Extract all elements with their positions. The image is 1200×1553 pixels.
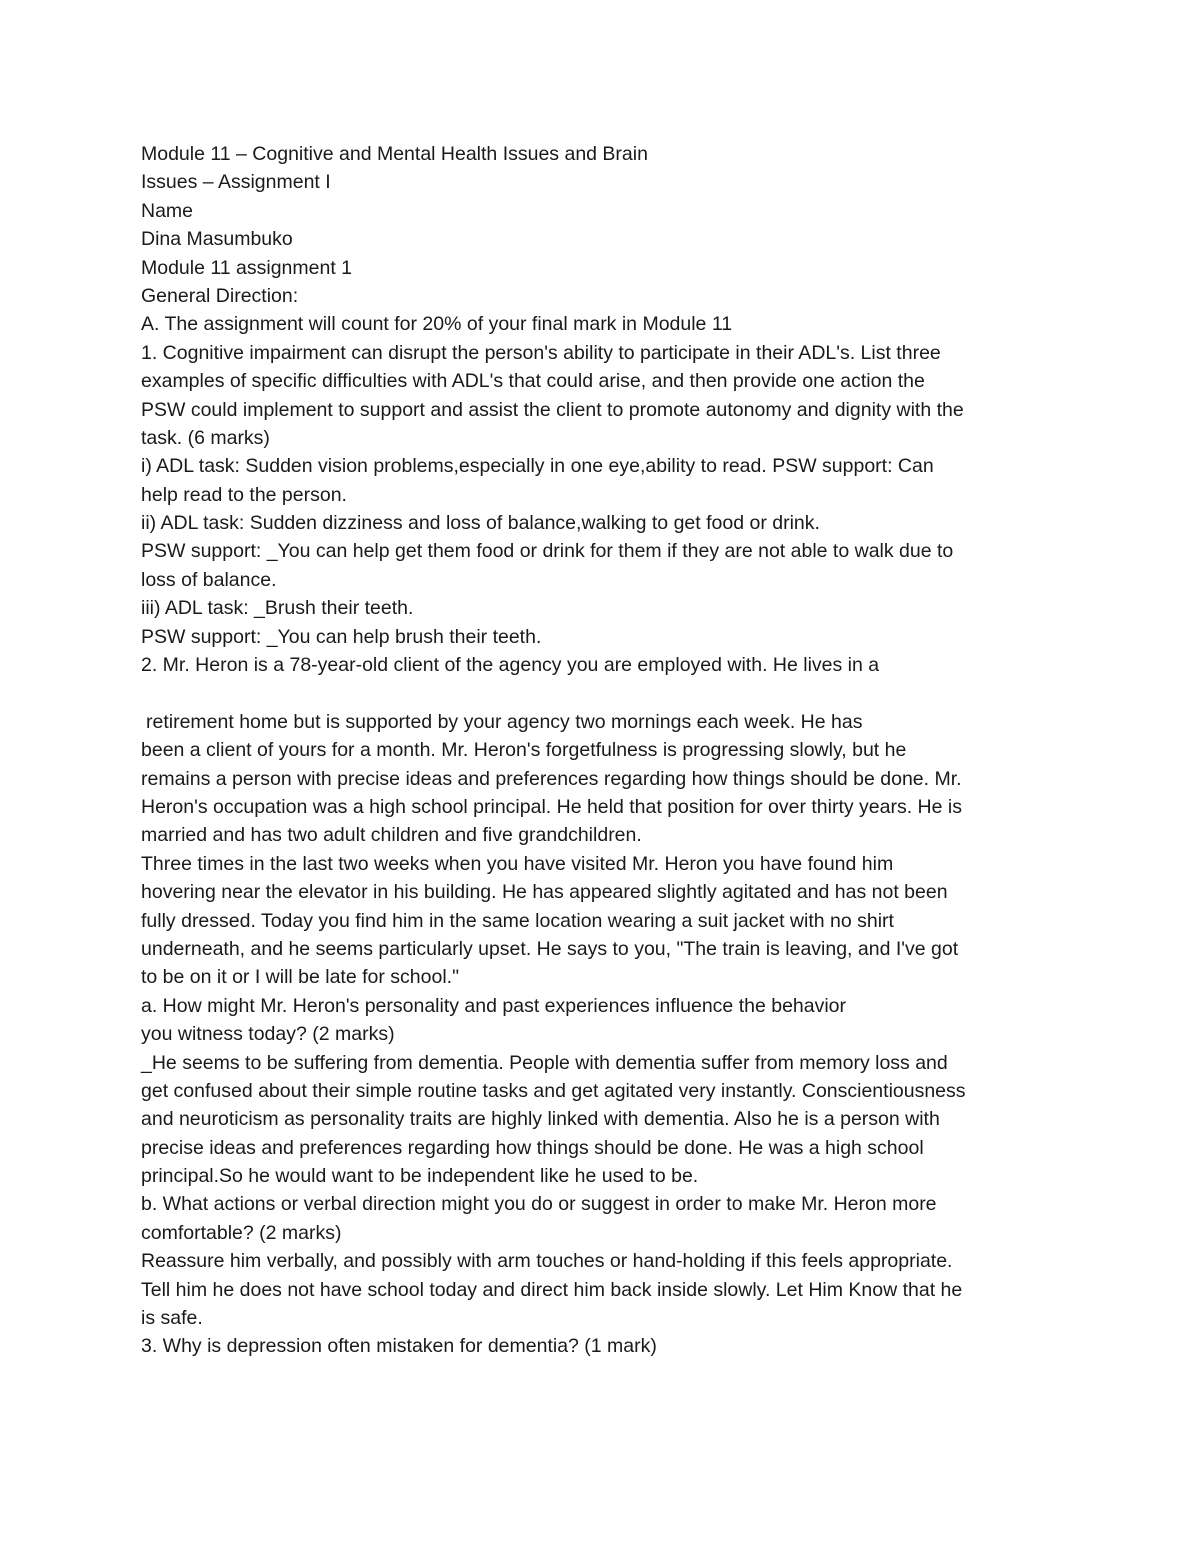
question-1-line: 1. Cognitive impairment can disrupt the person's ability to participate in their ADL's. List three [141,341,941,364]
question-2-intro: 2. Mr. Heron is a 78-year-old client of the agency you are employed with. He lives in a [141,654,880,677]
title-line-2: Issues – Assignment I [141,171,331,194]
question-2-line: retirement home but is supported by your agency two mornings each week. He has [146,710,863,733]
question-2-line: Three times in the last two weeks when you have visited Mr. Heron you have found him [141,852,894,875]
question-1-line: task. (6 marks) [141,426,270,449]
question-2a-line: you witness today? (2 marks) [141,1023,395,1046]
answer-2a-line: precise ideas and preferences regarding how things should be done. He was a high school [141,1136,924,1159]
name-label: Name [141,199,194,222]
answer-2b-line: Tell him he does not have school today and direct him back inside slowly. Let Him Know that he [141,1278,963,1301]
question-2-line: to be on it or I will be late for school." [141,966,459,989]
question-2-line: remains a person with precise ideas and preferences regarding how things should be done. Mr. [141,767,962,790]
student-name: Dina Masumbuko [141,228,293,251]
general-direction-heading: General Direction: [141,284,299,307]
assignment-label: Module 11 assignment 1 [141,256,353,279]
answer-1-line: i) ADL task: Sudden vision problems,especially in one eye,ability to read. PSW support: Can [141,455,934,478]
question-2-line: Heron's occupation was a high school principal. He held that position for over thirty years. He is [141,795,962,818]
answer-1-line: loss of balance. [141,568,277,591]
answer-1-line: PSW support: _You can help get them food or drink for them if they are not able to walk due to [141,540,954,563]
question-2-line: married and has two adult children and five grandchildren. [141,824,642,847]
document-body [141,140,1071,1361]
question-2b-line: b. What actions or verbal direction might you do or suggest in order to make Mr. Heron more [141,1193,937,1216]
answer-2a-line: _He seems to be suffering from dementia. People with dementia suffer from memory loss and [141,1051,948,1074]
question-2-line: hovering near the elevator in his building. He has appeared slightly agitated and has not been [141,881,948,904]
question-2-line: been a client of yours for a month. Mr. Heron's forgetfulness is progressing slowly, but he [141,739,907,762]
question-1-line: examples of specific difficulties with ADL's that could arise, and then provide one action the [141,370,925,393]
question-3-line: 3. Why is depression often mistaken for dementia? (1 mark) [141,1335,657,1358]
question-1-line: PSW could implement to support and assist the client to promote autonomy and dignity with the [141,398,964,421]
answer-2b-line: is safe. [141,1307,203,1330]
answer-1-line: ii) ADL task: Sudden dizziness and loss of balance,walking to get food or drink. [141,512,820,535]
title-line-1: Module 11 – Cognitive and Mental Health Issues and Brain [141,143,648,165]
answer-1-line: PSW support: _You can help brush their teeth. [141,625,542,648]
paragraph-gap [141,679,1071,707]
question-2-line: underneath, and he seems particularly upset. He says to you, "The train is leaving, and I've got [141,937,959,960]
answer-2b-line: Reassure him verbally, and possibly with arm touches or hand-holding if this feels appropriate. [141,1250,953,1273]
answer-2a-line: get confused about their simple routine tasks and get agitated very instantly. Conscientiousness [141,1079,966,1102]
answer-2a-line: and neuroticism as personality traits are highly linked with dementia. Also he is a person with [141,1108,940,1131]
question-2-line: fully dressed. Today you find him in the same location wearing a suit jacket with no shirt [141,909,894,932]
answer-1-line: iii) ADL task: _Brush their teeth. [141,597,414,620]
direction-a: A. The assignment will count for 20% of your final mark in Module 11 [141,313,733,336]
question-2b-line: comfortable? (2 marks) [141,1221,342,1244]
question-2a-line: a. How might Mr. Heron's personality and past experiences influence the behavior [141,994,847,1017]
answer-2a-line: principal.So he would want to be independent like he used to be. [141,1165,699,1188]
answer-1-line: help read to the person. [141,483,347,506]
